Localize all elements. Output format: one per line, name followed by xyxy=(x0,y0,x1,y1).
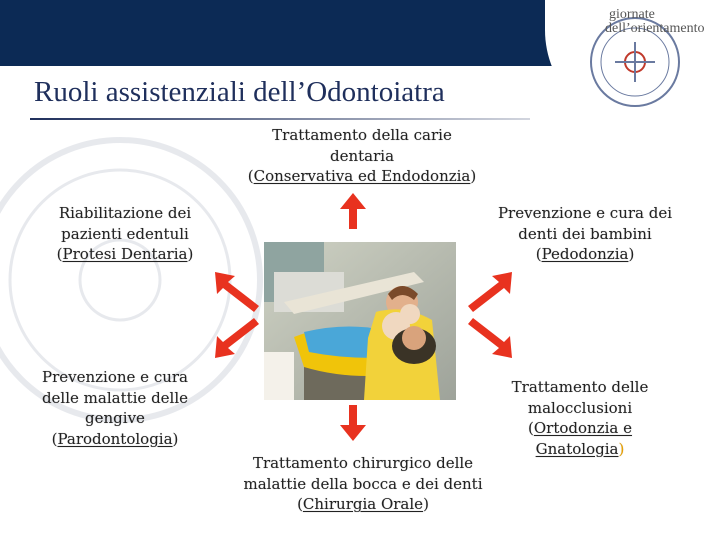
role-specialty: (Parodontologia) xyxy=(51,430,179,449)
role-text: dentaria xyxy=(329,146,395,165)
role-text: delle malattie delle xyxy=(41,388,189,407)
role-specialty: (Protesi Dentaria) xyxy=(56,245,194,264)
role-text: pazienti edentuli xyxy=(61,224,189,243)
dentist-photo xyxy=(264,242,456,400)
role-prosthetics xyxy=(20,203,230,265)
role-text: Prevenzione e cura dei xyxy=(497,204,673,222)
page-title: Ruoli assistenziali dell’Odontoiatra xyxy=(34,76,445,108)
role-text: gengive xyxy=(85,409,145,428)
arrow-up-left-icon xyxy=(215,272,259,312)
logo-text-1: giornate xyxy=(609,7,655,22)
arrow-down-icon xyxy=(340,405,366,441)
arrow-up-right-icon xyxy=(468,272,512,312)
role-orthodontics xyxy=(480,377,680,460)
role-text: Riabilitazione dei xyxy=(58,204,192,222)
role-text: Trattamento della carie xyxy=(272,126,452,144)
role-specialty: (Pedodonzia) xyxy=(535,245,635,264)
arrow-down-right-icon xyxy=(468,318,512,358)
role-text: Trattamento delle xyxy=(511,378,649,396)
arrow-up-icon xyxy=(340,193,366,229)
title-underline xyxy=(30,118,530,120)
logo-area xyxy=(545,0,720,130)
role-pediatric xyxy=(470,203,700,265)
arrow-down-left-icon xyxy=(215,318,259,358)
role-specialty: (Chirurgia Orale) xyxy=(297,495,429,514)
university-seal-icon xyxy=(545,0,720,130)
role-text: malattie della bocca e dei denti xyxy=(243,474,483,493)
role-periodontology xyxy=(10,367,220,450)
role-oral-surgery xyxy=(218,453,508,515)
role-text: denti dei bambini xyxy=(518,224,652,243)
logo-text-2: dell’orientamento xyxy=(605,21,705,36)
role-text: Trattamento chirurgico delle xyxy=(252,454,474,472)
role-specialty: (Ortodonzia e xyxy=(528,419,632,438)
role-specialty: Gnatologia) xyxy=(535,440,625,459)
role-conservative xyxy=(222,125,502,187)
role-text: malocclusioni xyxy=(527,398,633,417)
role-text: Prevenzione e cura xyxy=(41,368,188,386)
role-specialty: (Conservativa ed Endodonzia) xyxy=(247,167,477,186)
dental-scene-illustration xyxy=(264,242,456,400)
